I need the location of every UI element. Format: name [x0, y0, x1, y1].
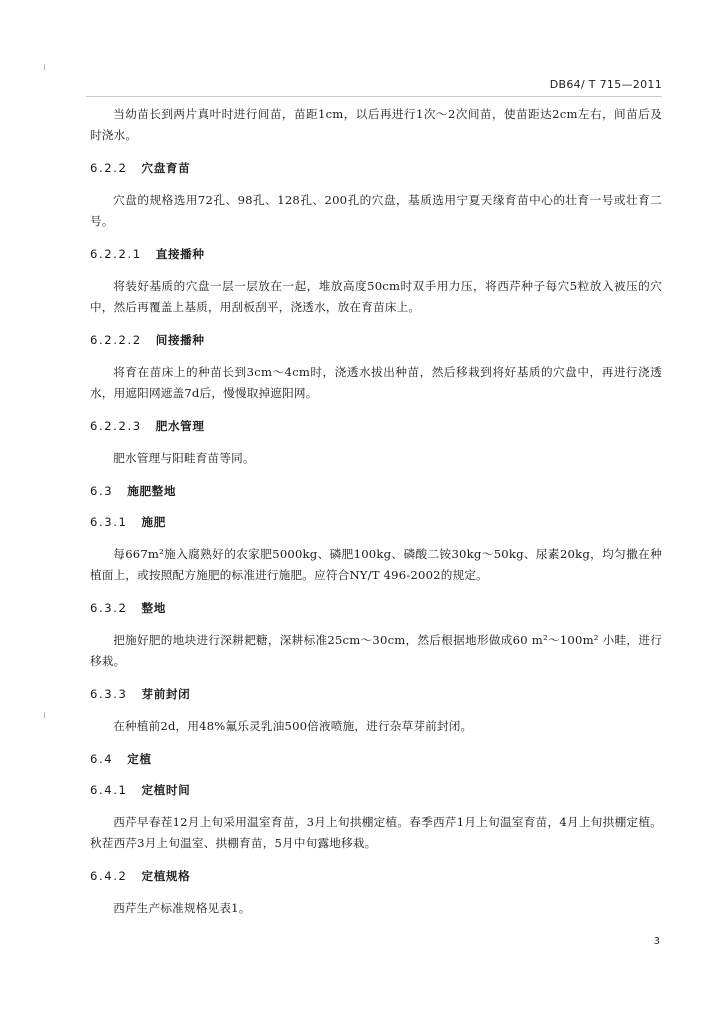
section-title: 定植规格 — [141, 869, 191, 883]
section-heading — [90, 685, 662, 703]
section-title: 定植 — [127, 752, 152, 766]
section-number: 6.2.2.3 — [90, 419, 142, 433]
margin-tick-mark — [44, 712, 45, 718]
document-body — [90, 104, 662, 932]
section-title: 施肥 — [141, 515, 166, 529]
body-paragraph: 西芹生产标准规格见表1。 — [113, 901, 251, 915]
section-number: 6.2.2 — [90, 161, 128, 175]
section-heading — [90, 331, 662, 349]
section-heading — [90, 245, 662, 263]
section-number: 6.2.2.1 — [90, 247, 142, 261]
body-paragraph: 在种植前2d，用48%氟乐灵乳油500倍液喷施，进行杂草芽前封闭。 — [113, 719, 473, 733]
section-heading — [90, 159, 662, 177]
section-heading — [90, 417, 662, 435]
section-title: 穴盘育苗 — [141, 161, 191, 175]
section-number: 6.2.2.2 — [90, 333, 142, 347]
body-paragraph: 西芹早春茬12月上旬采用温室育苗，3月上旬拱棚定植。春季西芹1月上旬温室育苗，4月上旬拱棚定植。秋茬西芹3月上旬温室、拱棚育苗，5月中旬露地移栽。 — [90, 815, 662, 850]
page-number: 3 — [653, 936, 660, 947]
section-title: 定植时间 — [141, 783, 191, 797]
section-heading — [90, 750, 662, 768]
body-paragraph: 穴盘的规格选用72孔、98孔、128孔、200孔的穴盘，基质选用宁夏天缘育苗中心的壮育一号或壮育二号。 — [90, 193, 662, 228]
document-code: DB64/ T 715—2011 — [549, 78, 662, 91]
body-paragraph: 将育在苗床上的种苗长到3cm～4cm时，浇透水拔出种苗，然后移栽到将好基质的穴盘中，再进行浇透水，用遮阳网遮盖7d后，慢慢取掉遮阳网。 — [90, 365, 662, 400]
section-title: 整地 — [141, 601, 166, 615]
body-paragraph: 每667m²施入腐熟好的农家肥5000kg、磷肥100kg、磷酸二铵30kg～50kg、尿素20kg，均匀撒在种植面上，或按照配方施肥的标准进行施肥。应符合NY/T 496-2002的规定。 — [90, 547, 662, 582]
section-heading — [90, 482, 662, 500]
header-divider — [86, 96, 662, 97]
section-title: 间接播种 — [155, 333, 205, 347]
body-paragraph: 把施好肥的地块进行深耕耙糖，深耕标准25cm～30cm，然后根据地形做成60 m²～100m² 小畦，进行移栽。 — [90, 633, 662, 668]
section-number: 6.4.2 — [90, 869, 128, 883]
body-paragraph: 将装好基质的穴盘一层一层放在一起，堆放高度50cm时双手用力压，将西芹种子每穴5粒放入被压的穴中，然后再覆盖上基质，用刮板刮平，浇透水，放在育苗床上。 — [90, 279, 662, 314]
section-number: 6.3 — [90, 484, 114, 498]
section-number: 6.3.3 — [90, 687, 128, 701]
section-number: 6.4 — [90, 752, 114, 766]
section-heading — [90, 867, 662, 885]
section-title: 直接播种 — [155, 247, 205, 261]
body-paragraph: 肥水管理与阳畦育苗等同。 — [113, 451, 255, 465]
section-number: 6.3.2 — [90, 601, 128, 615]
section-title: 芽前封闭 — [141, 687, 191, 701]
section-title: 肥水管理 — [155, 419, 205, 433]
section-number: 6.4.1 — [90, 783, 128, 797]
section-number: 6.3.1 — [90, 515, 128, 529]
section-heading — [90, 513, 662, 531]
section-heading — [90, 781, 662, 799]
section-heading — [90, 599, 662, 617]
section-title: 施肥整地 — [127, 484, 177, 498]
margin-tick-mark — [44, 64, 45, 70]
body-paragraph: 当幼苗长到两片真叶时进行间苗，苗距1cm，以后再进行1次～2次间苗，使苗距达2cm左右，间苗后及时浇水。 — [90, 107, 662, 142]
